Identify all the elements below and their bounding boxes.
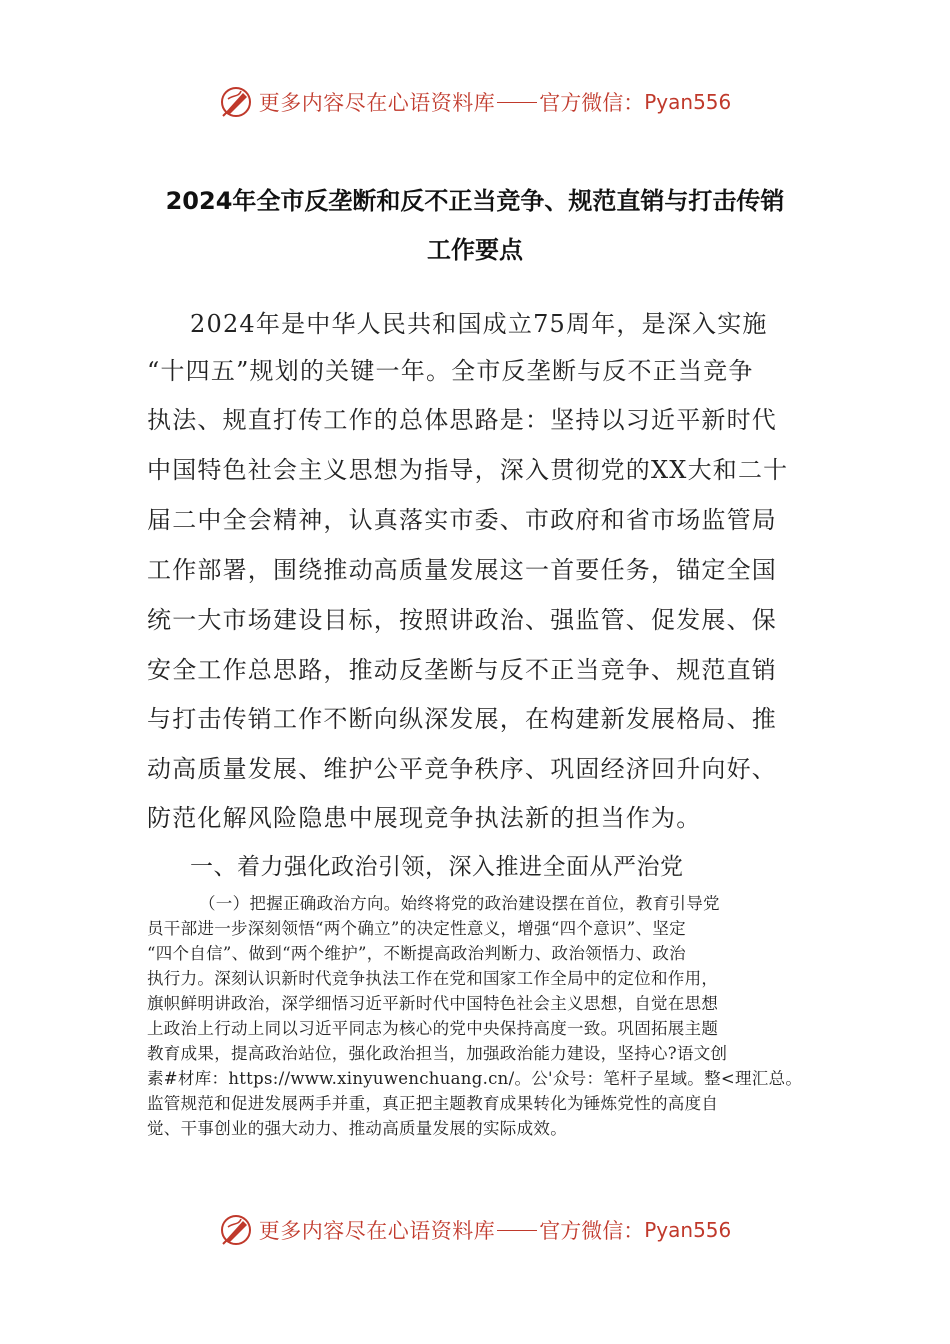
subsection-line: （一）把握正确政治方向。始终将党的政治建设摆在首位，教育引导党 (199, 894, 720, 913)
subsection-line: 执行力。深刻认识新时代竞争执法工作在党和国家工作全局中的定位和作用， (147, 969, 719, 988)
intro-line: 与打击传销工作不断向纵深发展，在构建新发展格局、推 (147, 705, 777, 733)
pen-logo-icon (219, 85, 253, 119)
intro-line: 统一大市场建设目标，按照讲政治、强监管、促发展、保 (147, 606, 777, 634)
intro-line: 安全工作总思路，推动反垄断与反不正当竞争、规范直销 (147, 656, 777, 684)
subsection-line: 旗帜鲜明讲政治，深学细悟习近平新时代中国特色社会主义思想，自觉在思想 (147, 994, 719, 1013)
subsection-line: 素#材库：https://www.xinyuwenchuang.cn/。公'众号：笔杆子星域。整<理汇总。 (147, 1069, 803, 1088)
banner-wechat-id: Pyan556 (644, 90, 732, 114)
intro-line: 2024年是中华人民共和国成立75周年，是深入实施 (190, 310, 768, 338)
intro-line: 中国特色社会主义思想为指导，深入贯彻党的XX大和二十 (147, 456, 789, 484)
document-title-line1: 2024年全市反垄断和反不正当竞争、规范直销与打击传销 (165, 187, 785, 215)
banner-wechat-label: 官方微信： (539, 1219, 645, 1243)
header-banner (0, 82, 950, 122)
banner-wechat-label: 官方微信： (539, 91, 645, 115)
intro-line: “十四五”规划的关键一年。全市反垄断与反不正当竞争 (147, 357, 754, 385)
intro-line: 执法、规直打传工作的总体思路是：坚持以习近平新时代 (147, 406, 777, 434)
subsection-line: 员干部进一步深刻领悟“两个确立”的决定性意义，增强“四个意识”、坚定 (147, 919, 686, 938)
document-title-line2: 工作要点 (427, 236, 523, 264)
subsection-line: 觉、干事创业的强大动力、推动高质量发展的实际成效。 (147, 1119, 567, 1138)
pen-logo-icon (219, 1213, 253, 1247)
banner-text: 更多内容尽在心语资料库 (258, 91, 496, 115)
banner-text: 更多内容尽在心语资料库 (258, 1219, 496, 1243)
banner-wechat-id: Pyan556 (644, 1218, 732, 1242)
section1-heading: 一、着力强化政治引领，深入推进全面从严治党 (190, 854, 684, 880)
intro-line: 动高质量发展、维护公平竞争秩序、巩固经济回升向好、 (147, 755, 777, 783)
subsection-line: “四个自信”、做到“两个维护”，不断提高政治判断力、政治领悟力、政治 (147, 944, 686, 963)
banner-separator (497, 1230, 537, 1231)
banner-separator (497, 102, 537, 103)
subsection-line: 监管规范和促进发展两手并重，真正把主题教育成果转化为锤炼党性的高度自 (147, 1094, 719, 1113)
intro-line: 工作部署，围绕推动高质量发展这一首要任务，锚定全国 (147, 556, 777, 584)
subsection-line: 教育成果，提高政治站位，强化政治担当，加强政治能力建设，坚持心?语文创 (147, 1044, 728, 1063)
footer-banner (0, 1210, 950, 1250)
intro-line: 防范化解风险隐患中展现竞争执法新的担当作为。 (147, 804, 702, 832)
intro-line: 届二中全会精神，认真落实市委、市政府和省市场监管局 (147, 506, 777, 534)
subsection-line: 上政治上行动上同以习近平同志为核心的党中央保持高度一致。巩固拓展主题 (147, 1019, 719, 1038)
